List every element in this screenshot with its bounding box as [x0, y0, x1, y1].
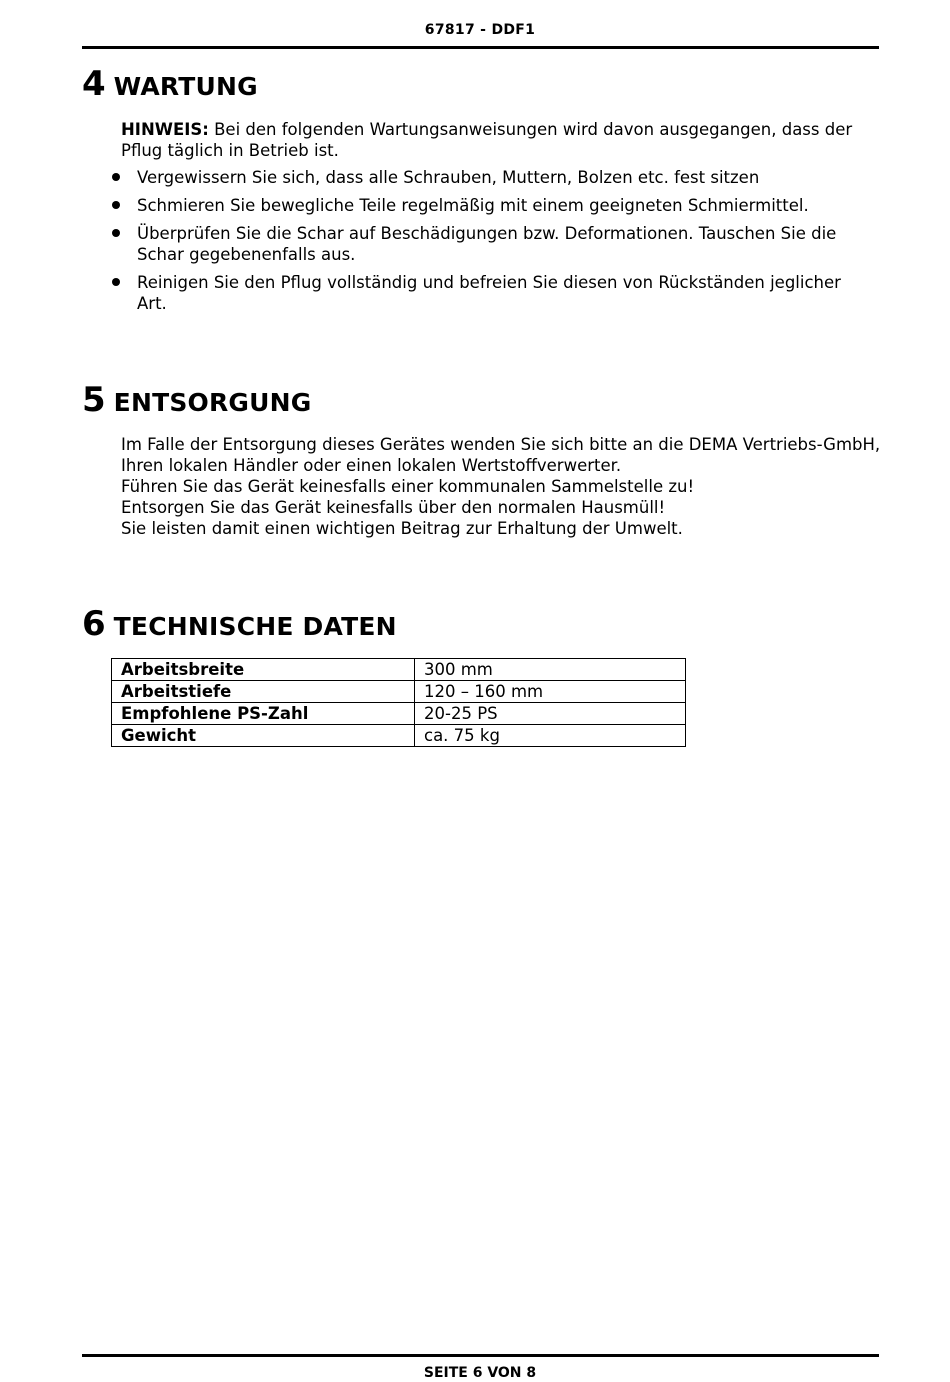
section-number: 6: [82, 604, 106, 644]
section-title: ENTSORGUNG: [113, 388, 312, 417]
paragraph-line: Entsorgen Sie das Gerät keinesfalls über den normalen Hausmüll!: [121, 498, 666, 517]
list-item: [110, 195, 870, 216]
list-item: [110, 167, 870, 188]
bullet-icon: [112, 229, 120, 237]
section-number: 5: [82, 380, 106, 420]
list-item-text: Schmieren Sie bewegliche Teile regelmäßig mit einem geeigneten Schmiermittel.: [137, 196, 809, 215]
paragraph-line: Sie leisten damit einen wichtigen Beitrag zur Erhaltung der Umwelt.: [121, 519, 683, 538]
note-text: Bei den folgenden Wartungsanweisungen wird davon ausgegangen, dass der Pflug täglich in Betrieb ist.: [121, 120, 853, 160]
section-heading-wartung: [82, 64, 258, 104]
maintenance-note: [121, 119, 881, 161]
list-item-text: Vergewissern Sie sich, dass alle Schrauben, Muttern, Bolzen etc. fest sitzen: [137, 168, 760, 187]
section-title: TECHNISCHE DATEN: [113, 612, 397, 641]
spec-label: Arbeitsbreite: [112, 659, 415, 681]
list-item-text: Reinigen Sie den Pflug vollständig und befreien Sie diesen von Rückständen jeglicher Art.: [137, 273, 841, 313]
table-row: [112, 659, 686, 681]
spec-label: Arbeitstiefe: [112, 681, 415, 703]
table-row: [112, 703, 686, 725]
spec-table: [111, 658, 686, 747]
spec-value: ca. 75 kg: [415, 725, 686, 747]
list-item-text: Überprüfen Sie die Schar auf Beschädigungen bzw. Deformationen. Tauschen Sie die Schar gegebenenfalls aus.: [137, 224, 837, 264]
spec-label: Gewicht: [112, 725, 415, 747]
paragraph-line: Im Falle der Entsorgung dieses Gerätes wenden Sie sich bitte an die DEMA Vertriebs-GmbH, Ihren lokalen Händler oder einen lokalen Wertstoffverwerter.: [121, 435, 881, 475]
bullet-icon: [112, 201, 120, 209]
bullet-icon: [112, 278, 120, 286]
list-item: [110, 223, 870, 265]
note-label: HINWEIS:: [121, 120, 209, 139]
spec-label: Empfohlene PS-Zahl: [112, 703, 415, 725]
table-row: [112, 725, 686, 747]
spec-value: 300 mm: [415, 659, 686, 681]
section-number: 4: [82, 64, 106, 104]
disposal-text: [121, 434, 881, 539]
section-title: WARTUNG: [113, 72, 258, 101]
spec-value: 20-25 PS: [415, 703, 686, 725]
section-heading-technische-daten: [82, 604, 397, 644]
maintenance-list: [110, 167, 870, 321]
paragraph-line: Führen Sie das Gerät keinesfalls einer kommunalen Sammelstelle zu!: [121, 477, 695, 496]
bullet-icon: [112, 173, 120, 181]
page-number: SEITE 6 VON 8: [423, 1365, 537, 1381]
document-header: 67817 - DDF1: [424, 22, 536, 38]
spec-value: 120 – 160 mm: [415, 681, 686, 703]
table-row: [112, 681, 686, 703]
list-item: [110, 272, 870, 314]
footer-rule: [82, 1354, 879, 1357]
header-rule: [82, 46, 879, 49]
section-heading-entsorgung: [82, 380, 312, 420]
